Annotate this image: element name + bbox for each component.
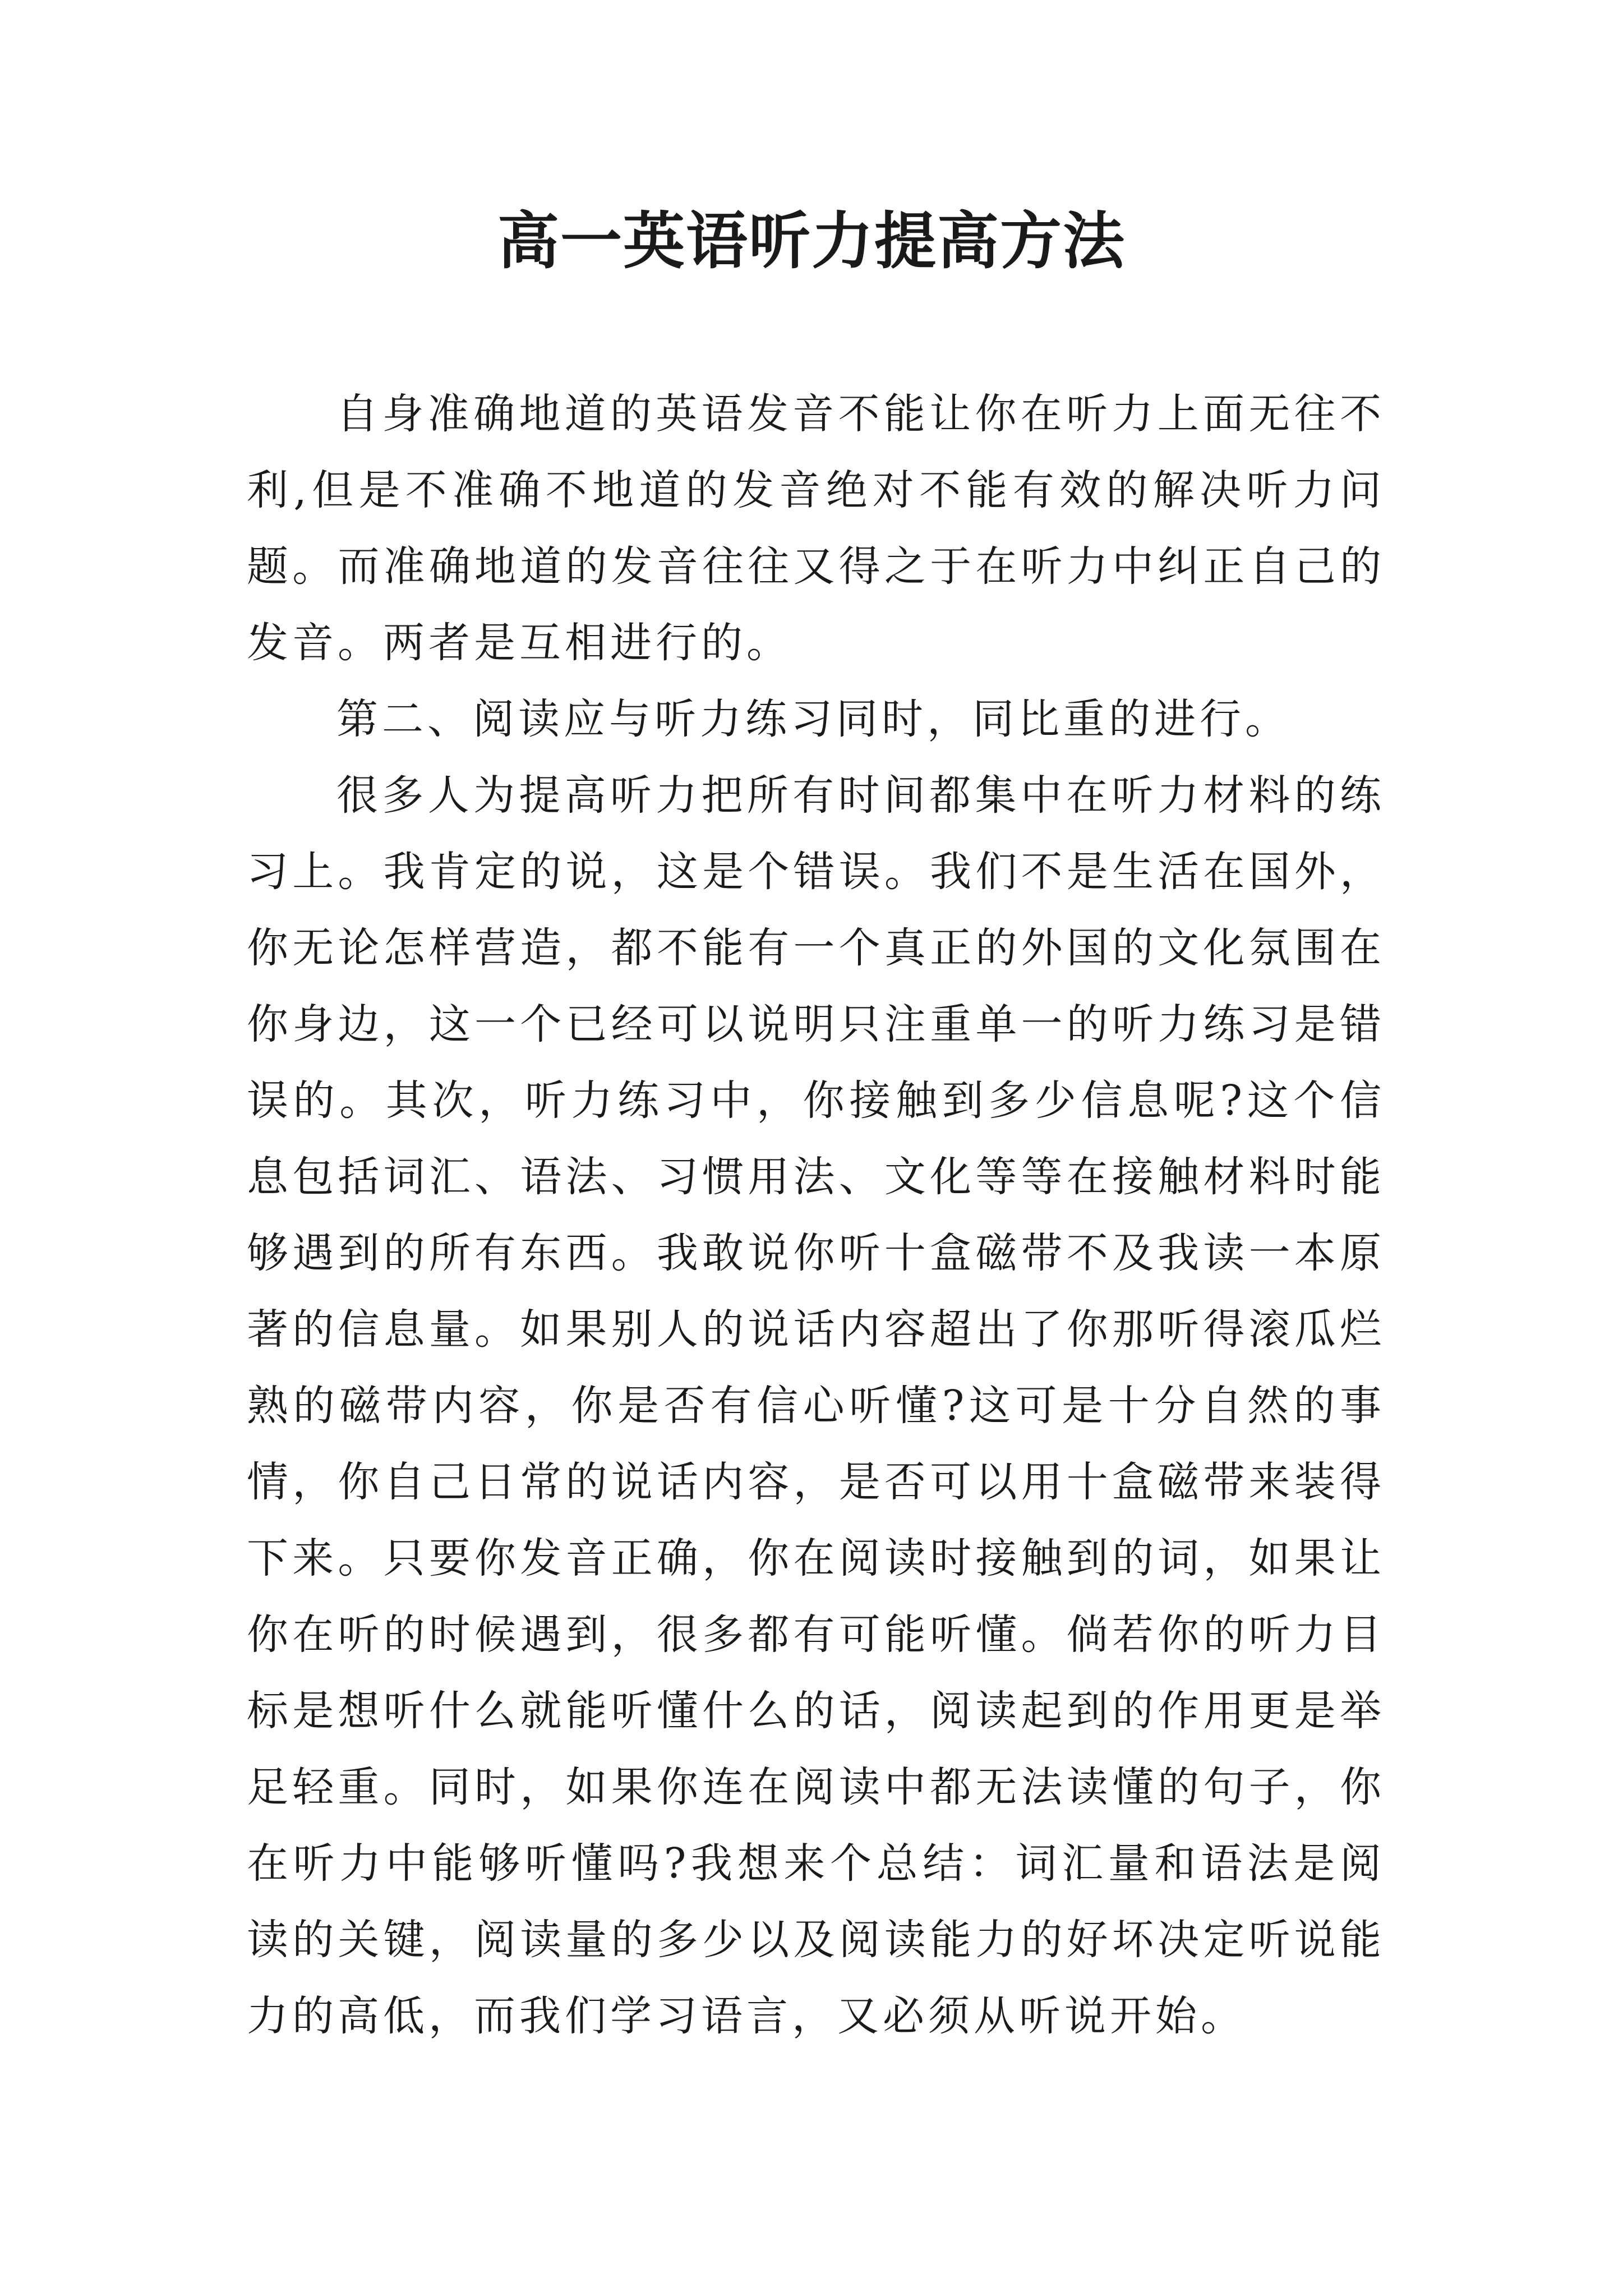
paragraph-reading-heading: 第二、阅读应与听力练习同时，同比重的进行。 xyxy=(336,695,1290,743)
document-title: 高一英语听力提高方法 xyxy=(497,205,1126,277)
paragraph-reading-detail: 很多人为提高听力把所有时间都集中在听力材料的练习上。我肯定的说，这是个错误。我们不是生活在国外，你无论怎样营造，都不能有一个真正的外国的文化氛围在你身边，这一个已经可以说明只注重单一的听力练习是错误的。其次，听力练习中，你接触到多少信息呢?这个信息包括词汇、语法、习惯用法、文化等等在接触材料时能够遇到的所有东西。我敢说你听十盒磁带不及我读一本原著的信息量。如果别人的说话内容超出了你那听得滚瓜烂熟的磁带内容，你是否有信心听懂?这可是十分自然的事情，你自己日常的说话内容，是否可以用十盒磁带来装得下来。只要你发音正确，你在阅读时接触到的词，如果让你在听的时候遇到，很多都有可能听懂。倘若你的听力目标是想听什么就能听懂什么的话，阅读起到的作用更是举足轻重。同时，如果你连在阅读中都无法读懂的句子，你在听力中能够听懂吗?我想来个总结：词汇量和语法是阅读的关键，阅读量的多少以及阅读能力的好坏决定听说能力的高低，而我们学习语言，又必须从听说开始。 xyxy=(247,771,1385,2040)
document-body xyxy=(247,376,1385,2054)
paragraph-pronunciation: 自身准确地道的英语发音不能让你在听力上面无往不利,但是不准确不地道的发音绝对不能有效的解决听力问题。而准确地道的发音往往又得之于在听力中纠正自己的发音。两者是互相进行的。 xyxy=(247,390,1385,667)
